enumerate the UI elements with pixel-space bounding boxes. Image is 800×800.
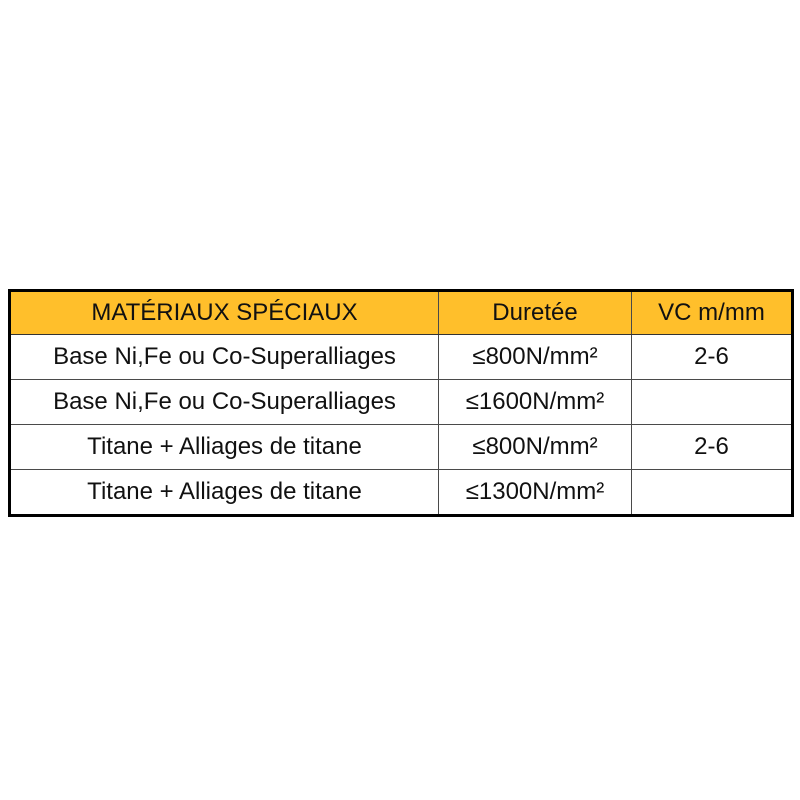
cell-material: Titane + Alliages de titane [10,425,439,470]
cell-hardness: ≤800N/mm² [439,335,632,380]
cell-material: Base Ni,Fe ou Co-Superalliages [10,380,439,425]
header-hardness: Duretée [439,291,632,335]
cell-cutting-speed [632,380,793,425]
table-body [10,335,793,516]
cell-material: Titane + Alliages de titane [10,470,439,516]
cell-cutting-speed: 2-6 [632,335,793,380]
table-row [10,335,793,380]
header-row [10,291,793,335]
table-row [10,380,793,425]
header-materials: MATÉRIAUX SPÉCIAUX [10,291,439,335]
table-header [10,291,793,335]
cell-hardness: ≤800N/mm² [439,425,632,470]
cell-material: Base Ni,Fe ou Co-Superalliages [10,335,439,380]
table-row [10,425,793,470]
cell-cutting-speed: 2-6 [632,425,793,470]
cell-hardness: ≤1600N/mm² [439,380,632,425]
cell-hardness: ≤1300N/mm² [439,470,632,516]
cell-cutting-speed [632,470,793,516]
header-cutting-speed: VC m/mm [632,291,793,335]
table-row [10,470,793,516]
materials-table [8,289,794,517]
